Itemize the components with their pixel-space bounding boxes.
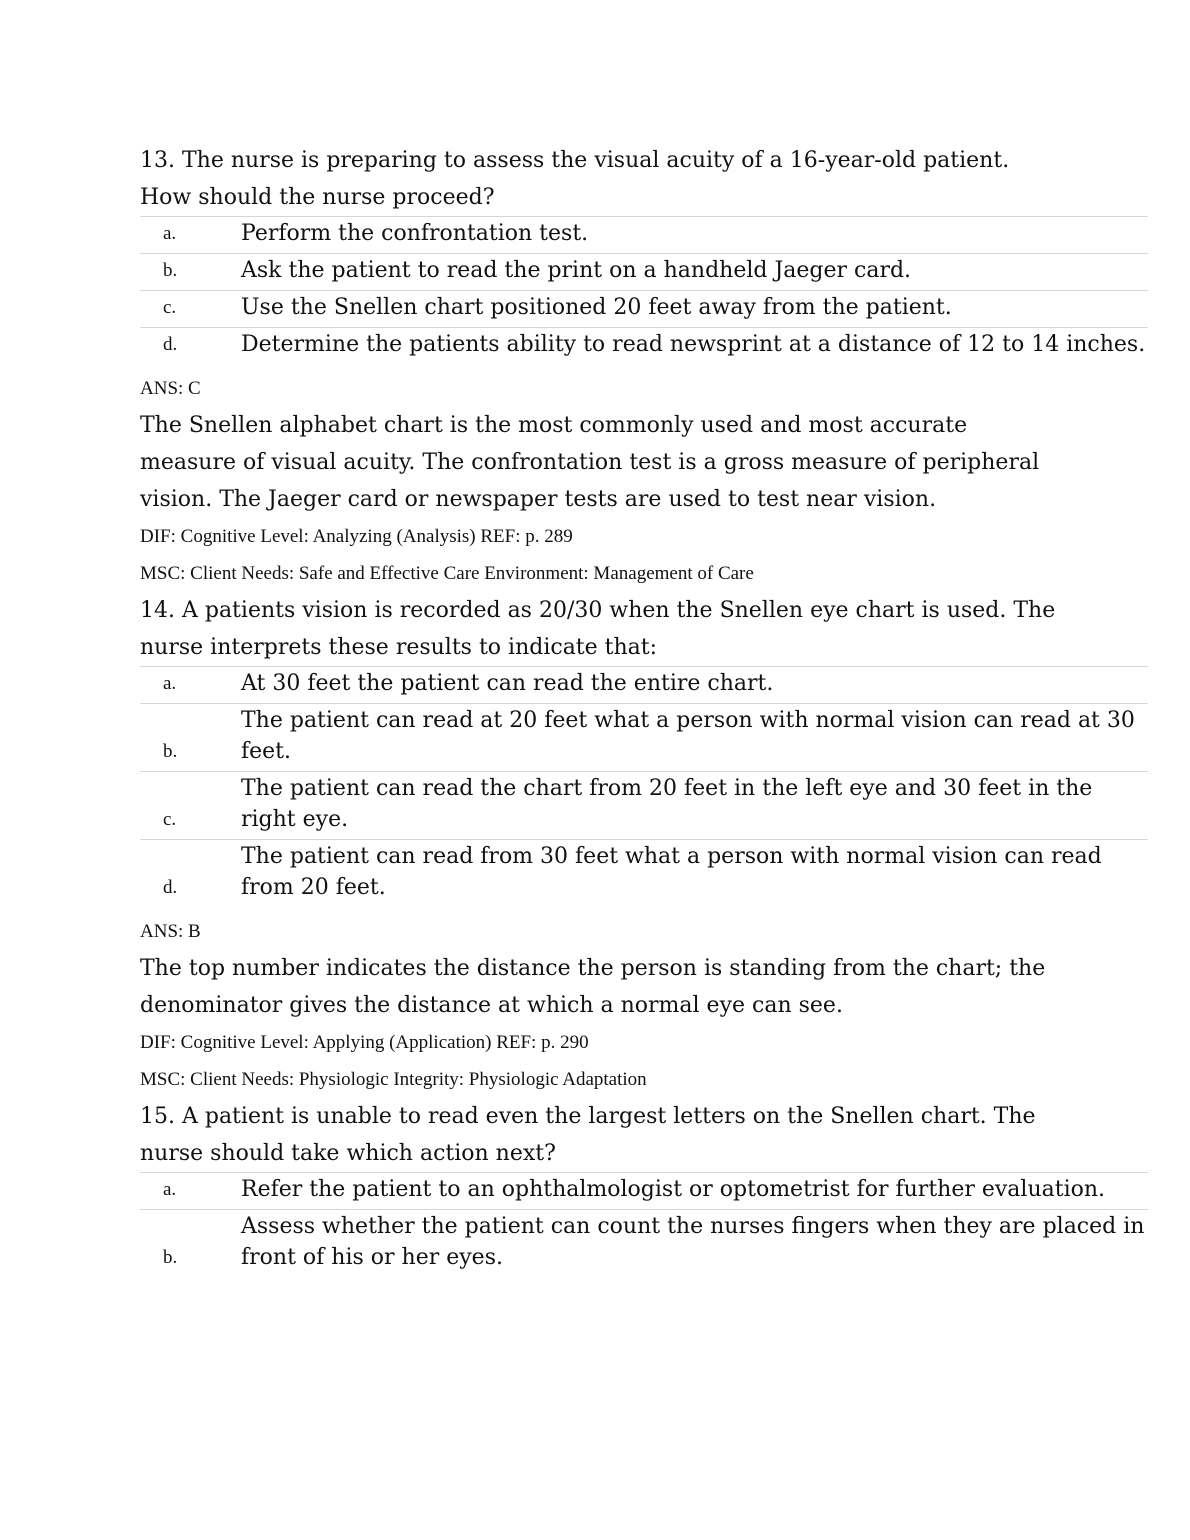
- option-b: [140, 1209, 1148, 1277]
- option-letter: a.: [163, 223, 177, 244]
- option-a: [140, 216, 1148, 253]
- option-d: [140, 839, 1148, 907]
- option-text: Use the Snellen chart positioned 20 feet away from the patient.: [241, 295, 952, 320]
- option-c: [140, 771, 1148, 839]
- rationale-line: The Snellen alphabet chart is the most commonly used and most accurate: [140, 413, 968, 438]
- question-14: [140, 592, 1148, 1098]
- client-needs: MSC: Client Needs: Safe and Effective Care Environment: Management of Care: [140, 563, 754, 584]
- option-text: Refer the patient to an ophthalmologist or optometrist for further evaluation.: [241, 1177, 1106, 1202]
- document-page: [140, 142, 1148, 1277]
- option-d: [140, 327, 1148, 364]
- option-letter: d.: [163, 877, 178, 898]
- option-text: The patient can read the chart from 20 feet in the left eye and 30 feet in the right eye.: [241, 776, 1093, 832]
- option-letter: a.: [163, 673, 177, 694]
- option-text: The patient can read at 20 feet what a person with normal vision can read at 30 feet.: [241, 708, 1135, 764]
- option-c: [140, 290, 1148, 327]
- rationale-line: measure of visual acuity. The confrontation test is a gross measure of peripheral: [140, 450, 1040, 475]
- question-13: [140, 142, 1148, 592]
- question-stem-line: 14. A patients vision is recorded as 20/30 when the Snellen eye chart is used. The: [140, 598, 1056, 623]
- option-text: Ask the patient to read the print on a handheld Jaeger card.: [241, 258, 912, 283]
- option-letter: c.: [163, 297, 177, 318]
- option-text: The patient can read from 30 feet what a person with normal vision can read from 20 feet.: [241, 844, 1102, 900]
- option-a: [140, 666, 1148, 703]
- option-letter: d.: [163, 334, 178, 355]
- option-letter: b.: [163, 1247, 178, 1268]
- option-b: [140, 703, 1148, 771]
- difficulty-reference: DIF: Cognitive Level: Analyzing (Analysis) REF: p. 289: [140, 526, 573, 547]
- rationale-line: vision. The Jaeger card or newspaper tests are used to test near vision.: [140, 487, 937, 512]
- answer-key: ANS: C: [140, 378, 201, 399]
- option-text: At 30 feet the patient can read the entire chart.: [241, 671, 774, 696]
- rationale-line: denominator gives the distance at which a normal eye can see.: [140, 993, 843, 1018]
- rationale-line: The top number indicates the distance the person is standing from the chart; the: [140, 956, 1046, 981]
- client-needs: MSC: Client Needs: Physiologic Integrity: Physiologic Adaptation: [140, 1069, 647, 1090]
- option-text: Determine the patients ability to read newsprint at a distance of 12 to 14 inches.: [241, 332, 1146, 357]
- option-a: [140, 1172, 1148, 1209]
- option-text: Assess whether the patient can count the nurses fingers when they are placed in front of his or her eyes.: [241, 1214, 1145, 1270]
- option-b: [140, 253, 1148, 290]
- option-letter: b.: [163, 260, 178, 281]
- question-stem-line: How should the nurse proceed?: [140, 185, 495, 210]
- answer-key: ANS: B: [140, 921, 201, 942]
- question-15: [140, 1098, 1148, 1277]
- option-text: Perform the confrontation test.: [241, 221, 589, 246]
- question-stem-line: nurse should take which action next?: [140, 1141, 556, 1166]
- question-stem-line: nurse interprets these results to indicate that:: [140, 635, 658, 660]
- question-stem-line: 13. The nurse is preparing to assess the visual acuity of a 16-year-old patient.: [140, 148, 1010, 173]
- option-letter: c.: [163, 809, 177, 830]
- option-letter: a.: [163, 1179, 177, 1200]
- question-stem-line: 15. A patient is unable to read even the largest letters on the Snellen chart. The: [140, 1104, 1036, 1129]
- option-letter: b.: [163, 741, 178, 762]
- difficulty-reference: DIF: Cognitive Level: Applying (Application) REF: p. 290: [140, 1032, 589, 1053]
